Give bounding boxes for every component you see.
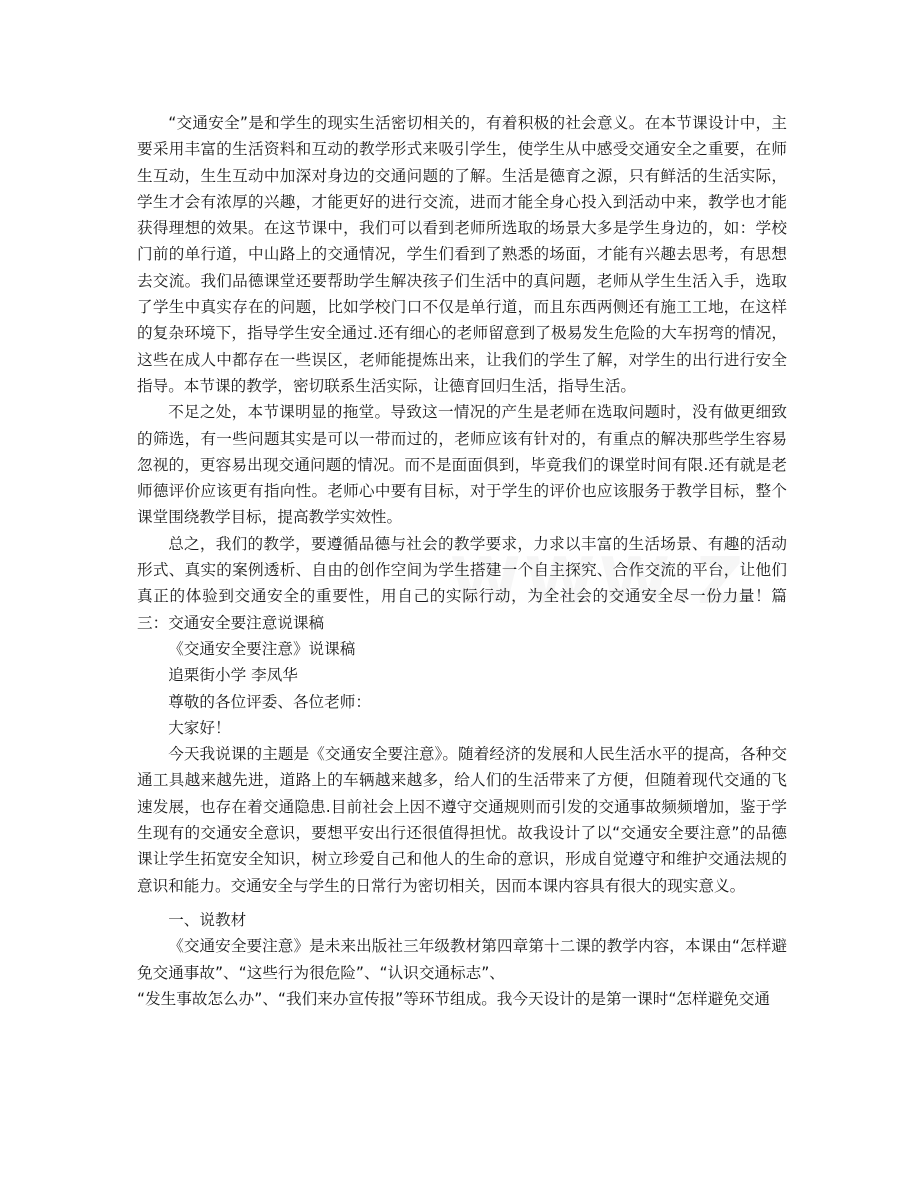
document-body [137,110,787,1012]
paragraph-textbook: 《交通安全要注意》是未来出版社三年级教材第四章第十二课的教学内容，本课由“怎样避免交通事故”、“这些行为很危险”、“认识交通标志”、 [137,937,787,982]
paragraph-introduction: 今天我说课的主题是《交通安全要注意》。随着经济的发展和人民生活水平的提高，各种交通工具越来越先进，道路上的车辆越来越多，给人们的生活带来了方便，但随着现代交通的飞速发展，也存在着交通隐患.目前社会上因不遵守交通规则而引发的交通事故频频增加，鉴于学生现有的交通安全意识，要想平安出行还很值得担忧。故我设计了以“交通安全要注意”的品德课让学生拓宽安全知识，树立珍爱自己和他人的生命的意识，形成自觉遵守和维护交通法规的意识和能力。交通安全与学生的日常行为密切相关，因而本课内容具有很大的现实意义。 [137,745,787,895]
section-heading-textbook: 一、说教材 [168,910,247,929]
paragraph-summary: “交通安全”是和学生的现实生活密切相关的，有着积极的社会意义。在本节课设计中，主要采用丰富的生活资料和互动的教学形式来吸引学生，使学生从中感受交通安全之重要，在师生互动，生生互动中加深对身边的交通问题的了解。生活是德育之源，只有鲜活的生活实际，学生才会有浓厚的兴趣，才能更好的进行交流，进而才能全身心投入到活动中来，教学也才能获得理想的效果。在这节课中，我们可以看到老师所选取的场景大多是学生身边的，如：学校门前的单行道，中山路上的交通情况，学生们看到了熟悉的场面，才能有兴趣去思考，有思想去交流。我们品德课堂还要帮助学生解决孩子们生活中的真问题，老师从学生生活入手，选取了学生中真实存在的问题，比如学校门口不仅是单行道，而且东西两侧还有施工工地，在这样的复杂环境下，指导学生安全通过.还有细心的老师留意到了极易发生危险的大车拐弯的情况，这些在成人中都存在一些误区，老师能提炼出来，让我们的学生了解，对学生的出行进行安全指导。本节课的教学，密切联系生活实际，让德育回归生活，指导生活。 [137,114,787,395]
salutation: 尊敬的各位评委、各位老师： [168,692,371,711]
paragraph-conclusion: 总之，我们的教学，要遵循品德与社会的教学要求，力求以丰富的生活场景、有趣的活动形式、真实的案例透析、自由的创作空间为学生搭建一个自主探究、合作交流的平台，让他们真正的体验到交通安全的重要性，用自己的实际行动，为全社会的交通安全尽一份力量！篇三：交通安全要注意说课稿 [137,534,787,632]
paragraph-shortcomings: 不足之处，本节课明显的拖堂。导致这一情况的产生是老师在选取问题时，没有做更细致的筛选，有一些问题其实是可以一带而过的，老师应该有针对的，有重点的解决那些学生容易忽视的，更容易出现交通问题的情况。而不是面面俱到，毕竟我们的课堂时间有限.还有就是老师德评价应该更有指向性。老师心中要有目标，对于学生的评价也应该服务于教学目标，整个课堂围绕教学目标，提高教学实效性。 [137,403,787,527]
paragraph-textbook-continued: “发生事故怎么办”、“我们来办宣传报”等环节组成。我今天设计的是第一课时“怎样避免交通 [137,989,770,1008]
document-title: 《交通安全要注意》说课稿 [168,639,356,658]
author-line: 追栗街小学 李凤华 [168,666,298,685]
greeting: 大家好！ [168,718,231,737]
